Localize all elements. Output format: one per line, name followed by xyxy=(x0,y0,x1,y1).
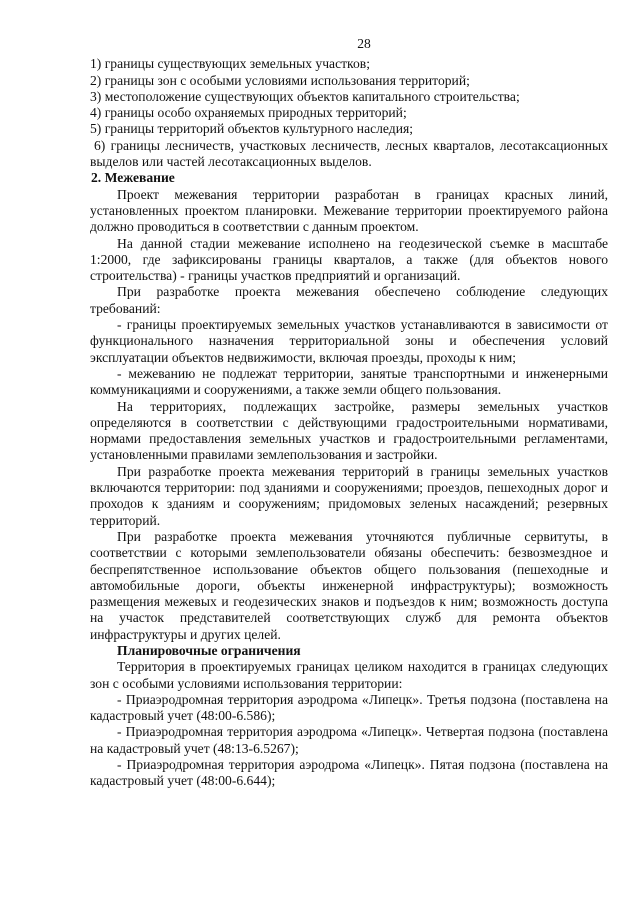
list-item: 2) границы зон с особыми условиями использования территорий; xyxy=(90,72,470,88)
paragraph: - Приаэродромная территория аэродрома «Липецк». Четвертая подзона (поставлена на кадастровый учет (48:13-6.5267); xyxy=(90,724,608,756)
paragraph: - границы проектируемых земельных участков устанавливаются в зависимости от функционального назначения территориальной зоны и обеспечения условий эксплуатации объектов недвижимости, включая проезды, проходы к ним; xyxy=(90,317,608,365)
paragraph: На территориях, подлежащих застройке, размеры земельных участков определяются в соответствии с действующими градостроительными нормативами, нормами предоставления земельных участков и градостроительными регламентами, установленными правилами землепользования и застройки. xyxy=(90,398,608,463)
list-item: 6) границы лесничеств, участковых лесничеств, лесных кварталов, лесотаксационных выделов или частей лесотаксационных выделов. xyxy=(90,137,608,170)
paragraph: На данной стадии межевание исполнено на геодезической съемке в масштабе 1:2000, где зафиксированы границы кварталов, а также (для объектов нового строительства) - границы участков предприятий и организаций. xyxy=(90,235,608,284)
list-item: 3) местоположение существующих объектов капитального строительства; xyxy=(90,88,520,104)
list-item: 5) границы территорий объектов культурного наследия; xyxy=(90,121,414,137)
paragraph: - межеванию не подлежат территории, занятые транспортными и инженерными коммуникациями и сооружениями, а также земли общего пользования. xyxy=(90,365,608,398)
paragraph: Территория в проектируемых границах целиком находится в границах следующих зон с особыми условиями использования территории: xyxy=(90,659,608,691)
section-heading: 2. Межевание xyxy=(91,170,175,186)
list-item: 1) границы существующих земельных участков; xyxy=(90,56,370,72)
paragraph: - Приаэродромная территория аэродрома «Липецк». Пятая подзона (поставлена на кадастровый учет (48:00-6.644); xyxy=(90,757,608,789)
paragraph: При разработке проекта межевания обеспечено соблюдение следующих требований: xyxy=(90,284,608,316)
page-number: 28 xyxy=(357,36,371,51)
subheading: Планировочные ограничения xyxy=(117,642,301,658)
paragraph: - Приаэродромная территория аэродрома «Липецк». Третья подзона (поставлена на кадастровый учет (48:00-6.586); xyxy=(90,691,608,724)
paragraph: При разработке проекта межевания территорий в границы земельных участков включаются территории: под зданиями и сооружениями; проездов, пешеходных дорог и проходов к зданиям и сооружениям; придомовых зеленых насаждений; резервных территорий. xyxy=(90,463,608,528)
paragraph: Проект межевания территории разработан в границах красных линий, установленных проектом планировки. Межевание территории проектируемого района должно проводиться в соответствии с данным проектом. xyxy=(90,186,608,235)
document-page xyxy=(90,36,608,790)
paragraph: При разработке проекта межевания уточняются публичные сервитуты, в соответствии с которыми землепользователи обязаны обеспечить: безвозмездное и беспрепятственное использование объектов общего пользования (пешеходные и автомобильные дороги, объекты инженерной инфраструктуры); возможность размещения межевых и геодезических знаков и подъездов к ним; возможность доступа на участок представителей соответствующих служб для ремонта объектов инфраструктуры и других целей. xyxy=(90,528,608,642)
list-item: 4) границы особо охраняемых природных территорий; xyxy=(90,105,407,121)
